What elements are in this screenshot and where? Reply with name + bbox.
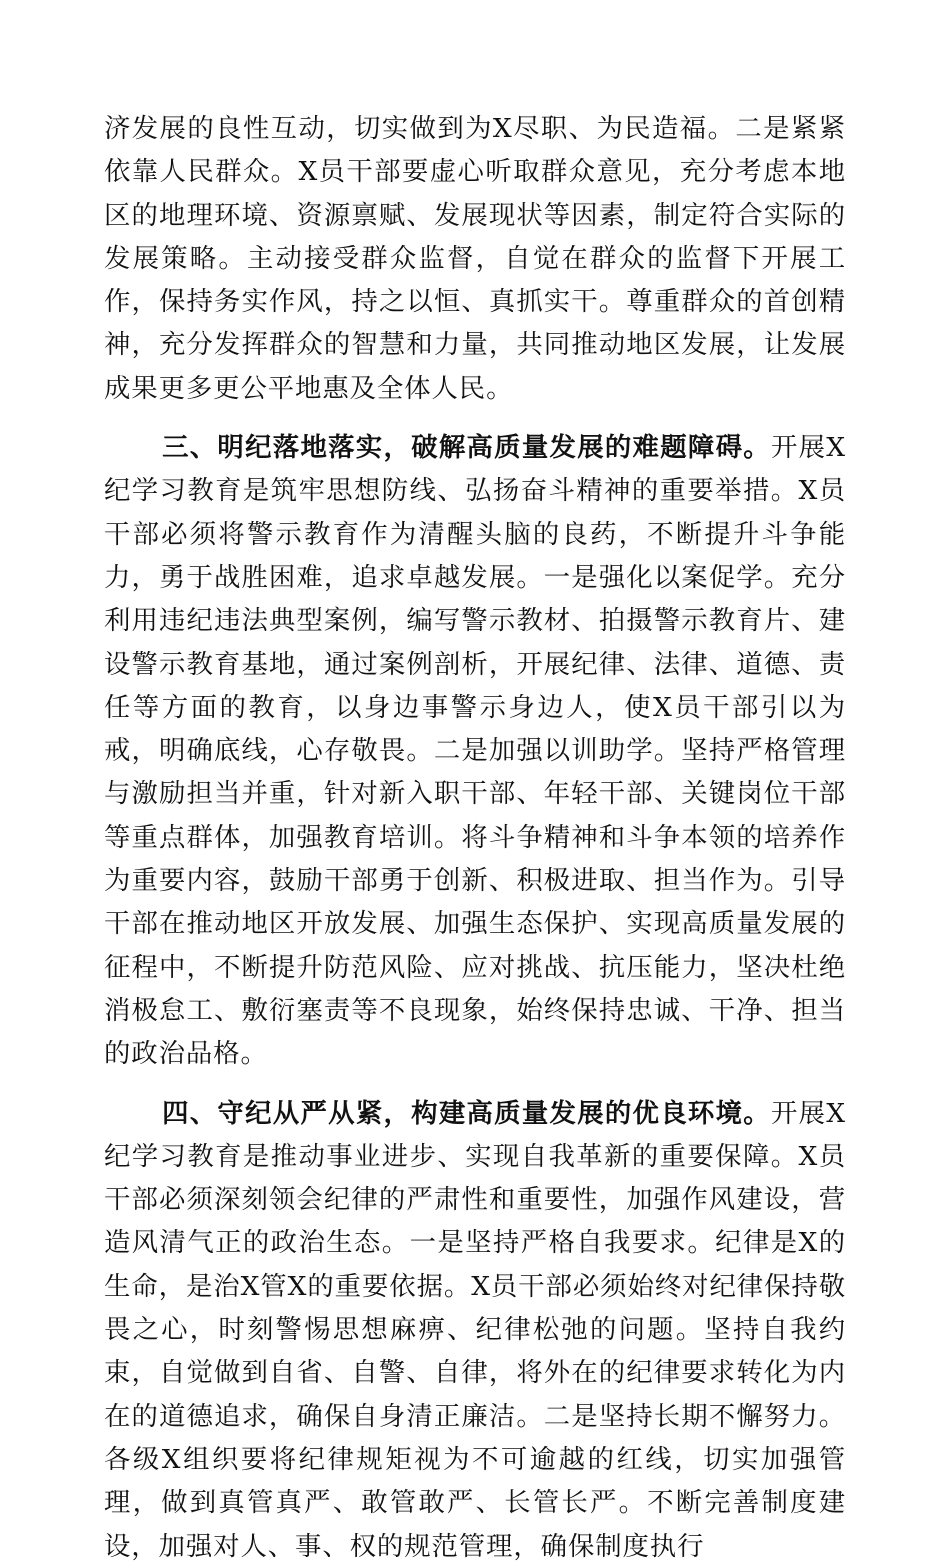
paragraph-continuation <box>104 107 846 410</box>
section-heading-four: 四、守纪从严从紧，构建高质量发展的优良环境。 <box>162 1097 771 1129</box>
section-heading-three: 三、明纪落地落实，破解高质量发展的难题障碍。 <box>162 432 771 464</box>
paragraph-body: 济发展的良性互动，切实做到为X尽职、为民造福。二是紧紧依靠人民群众。X员干部要虚心听取群众意见，充分考虑本地区的地理环境、资源禀赋、发展现状等因素，制定符合实际的发展策略。主动接受群众监督，自觉在群众的监督下开展工作，保持务实作风，持之以恒、真抓实干。尊重群众的首创精神，充分发挥群众的智慧和力量，共同推动地区发展，让发展成果更多更公平地惠及全体人民。 <box>104 113 846 404</box>
paragraph-section-three <box>104 426 846 1075</box>
paragraph-section-four <box>104 1092 846 1568</box>
paragraph-body: 开展X纪学习教育是筑牢思想防线、弘扬奋斗精神的重要举措。X员干部必须将警示教育作为清醒头脑的良药，不断提升斗争能力，勇于战胜困难，追求卓越发展。一是强化以案促学。充分利用违纪违法典型案例，编写警示教材、拍摄警示教育片、建设警示教育基地，通过案例剖析，开展纪律、法律、道德、责任等方面的教育，以身边事警示身边人，使X员干部引以为戒，明确底线，心存敬畏。二是加强以训助学。坚持严格管理与激励担当并重，针对新入职干部、年轻干部、关键岗位干部等重点群体，加强教育培训。将斗争精神和斗争本领的培养作为重要内容，鼓励干部勇于创新、积极进取、担当作为。引导干部在推动地区开放发展、加强生态保护、实现高质量发展的征程中，不断提升防范风险、应对挑战、抗压能力，坚决杜绝消极怠工、敷衍塞责等不良现象，始终保持忠诚、干净、担当的政治品格。 <box>104 432 846 1070</box>
document-page <box>104 107 846 1568</box>
paragraph-body: 开展X纪学习教育是推动事业进步、实现自我革新的重要保障。X员干部必须深刻领会纪律的严肃性和重要性，加强作风建设，营造风清气正的政治生态。一是坚持严格自我要求。纪律是X的生命，是治X管X的重要依据。X员干部必须始终对纪律保持敬畏之心，时刻警惕思想麻痹、纪律松弛的问题。坚持自我约束，自觉做到自省、自警、自律，将外在的纪律要求转化为内在的道德追求，确保自身清正廉洁。二是坚持长期不懈努力。各级X组织要将纪律规矩视为不可逾越的红线，切实加强管理，做到真管真严、敢管敢严、长管长严。不断完善制度建设，加强对人、事、权的规范管理，确保制度执行 <box>104 1097 846 1562</box>
